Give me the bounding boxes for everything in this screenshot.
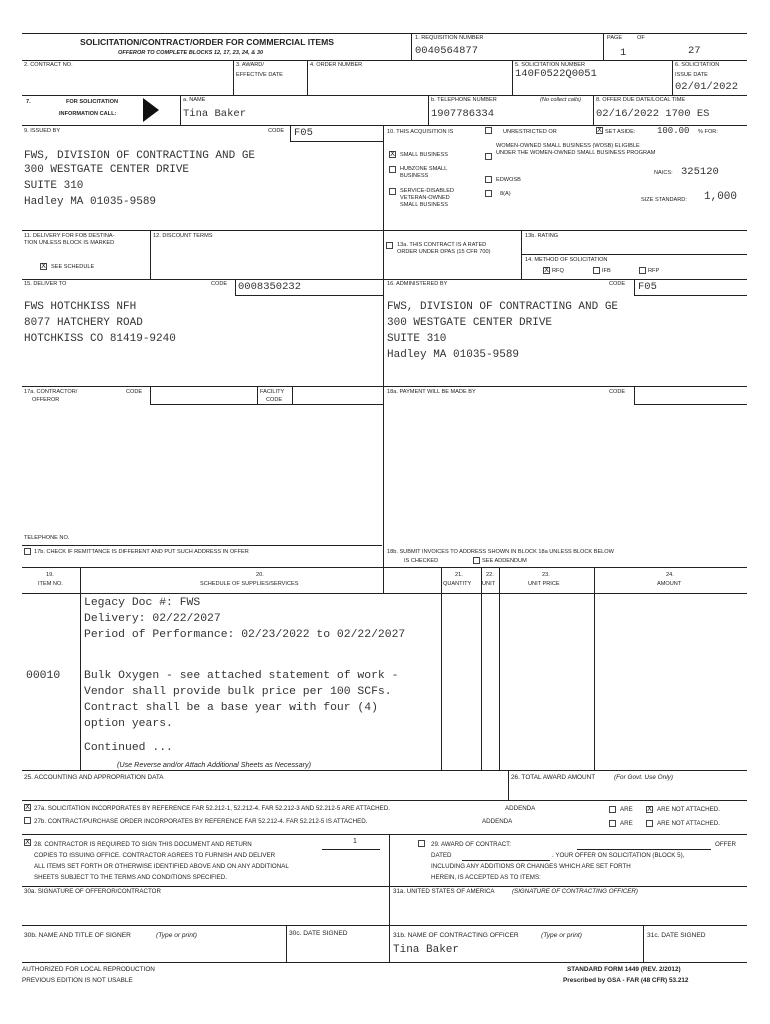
submit-invoices-label: 18b. SUBMIT INVOICES TO ADDRESS SHOWN IN BLOCK 18a UNLESS BLOCK BELOW	[387, 549, 614, 555]
page-number: 1	[620, 47, 627, 59]
col-unit-price-header-2: UNIT PRICE	[528, 581, 560, 587]
issued-by-line: FWS, DIVISION OF CONTRACTING AND GE	[24, 150, 256, 162]
rule	[22, 230, 747, 231]
administered-by-code-label: CODE	[609, 281, 626, 287]
contractor-label: 17a. CONTRACTOR/	[24, 389, 78, 395]
dated-underline	[462, 860, 550, 861]
facility-code-label-2: CODE	[266, 397, 283, 403]
29-offer-label: OFFER	[715, 841, 736, 848]
signer-name-label: 30b. NAME AND TITLE OF SIGNER	[24, 932, 131, 939]
29-text-4: HEREIN, IS ACCEPTED AS TO ITEMS:	[431, 874, 541, 881]
issued-by-code-label: CODE	[268, 128, 285, 134]
rule	[290, 125, 291, 141]
sdvosb-checkbox[interactable]	[389, 188, 396, 195]
col-unit-header: 22.	[486, 572, 494, 578]
col-schedule-header: 20.	[256, 572, 264, 578]
28-text-3: ALL ITEMS SET FORTH OR OTHERWISE IDENTIFIED ABOVE AND ON ANY ADDITIONAL	[34, 863, 289, 870]
27a-checkbox[interactable]: X	[25, 803, 30, 811]
rule	[22, 279, 747, 280]
item-description-line: Contract shall be a base year with four (4)	[84, 702, 378, 714]
small-business-label: SMALL BUSINESS	[400, 152, 448, 158]
col-unit-price-header: 23.	[542, 572, 550, 578]
27a-are-label: ARE	[620, 806, 633, 813]
rule	[22, 567, 747, 568]
payment-code-label: CODE	[609, 389, 626, 395]
27b-are-not-checkbox[interactable]	[646, 820, 653, 827]
form-subtitle: OFFEROR TO COMPLETE BLOCKS 12, 17, 23, 24, & 30	[118, 50, 264, 56]
unrestricted-checkbox[interactable]	[485, 127, 492, 134]
contracting-officer-name-label: 31b. NAME OF CONTRACTING OFFICER	[393, 932, 519, 939]
29-text-3: INCLUDING ANY ADDITIONS OR CHANGES WHICH ARE SET FORTH	[431, 863, 631, 870]
small-business-checkbox[interactable]: X	[390, 150, 395, 158]
rule-top	[22, 33, 747, 34]
item-description-line: Bulk Oxygen - see attached statement of work -	[84, 670, 399, 682]
rfp-checkbox[interactable]	[639, 267, 646, 274]
rule	[603, 33, 604, 60]
set-aside-percent[interactable]: 100.00	[657, 126, 690, 136]
schedule-footer-note: (Use Reverse and/or Attach Additional Sheets as Necessary)	[117, 760, 312, 769]
footer-reproduction-note: AUTHORIZED FOR LOCAL REPRODUCTION	[22, 966, 155, 973]
administered-by-code[interactable]: F05	[638, 281, 657, 293]
submit-invoices-label-2: IS CHECKED	[404, 558, 439, 564]
of-label: OF	[637, 35, 645, 41]
29-award-label: 29. AWARD OF CONTRACT:	[431, 841, 511, 848]
set-aside-label: SET ASIDE:	[605, 129, 636, 135]
contractor-label-2: OFFEROR	[32, 397, 60, 403]
info-call-label: FOR SOLICITATION	[66, 99, 118, 105]
29-checkbox[interactable]	[418, 840, 425, 847]
27b-are-label: ARE	[620, 820, 633, 827]
27a-are-not-label: ARE NOT ATTACHED.	[657, 806, 720, 813]
deliver-to-line: 8077 HATCHERY ROAD	[24, 317, 143, 329]
issue-date[interactable]: 02/01/2022	[675, 81, 739, 93]
total-award-label: 26. TOTAL AWARD AMOUNT	[511, 774, 596, 781]
telephone-label: b. TELEPHONE NUMBER	[431, 97, 497, 103]
col-quantity-header: 21.	[455, 572, 463, 578]
item-description-line: Vendor shall provide bulk price per 100 SCFs.	[84, 686, 392, 698]
rule	[441, 567, 442, 770]
27b-are-not-label: ARE NOT ATTACHED.	[657, 820, 720, 827]
rule	[235, 295, 383, 296]
rule	[521, 254, 747, 255]
rule	[643, 925, 644, 962]
date-signed-31c-label: 31c. DATE SIGNED	[647, 932, 706, 939]
delivery-fob-label: 11. DELIVERY FOR FOB DESTINA-TION UNLESS BLOCK IS MARKED	[24, 233, 115, 246]
footer-form-number: STANDARD FORM 1449 (REV. 2/2012)	[567, 966, 681, 973]
rule	[150, 404, 383, 405]
rule	[22, 770, 747, 771]
naics-code[interactable]: 325120	[681, 166, 719, 178]
set-aside-checkbox[interactable]: X	[597, 126, 602, 134]
administered-by-line: SUITE 310	[387, 333, 447, 345]
rule	[512, 60, 513, 95]
period-of-performance-line: Period of Performance: 02/23/2022 to 02/22/2027	[84, 629, 406, 641]
issued-by-line: SUITE 310	[24, 180, 84, 192]
item-description-line: option years.	[84, 718, 173, 730]
issue-date-label-2: ISSUE DATE	[675, 72, 708, 78]
deliver-to-line: HOTCHKISS CO 81419-9240	[24, 333, 176, 345]
28-text-4: SHEETS SUBJECT TO THE TERMS AND CONDITIONS SPECIFIED.	[34, 874, 227, 881]
see-addendum-checkbox[interactable]	[473, 557, 480, 564]
rule	[593, 95, 594, 125]
deliver-to-code[interactable]: 0008350232	[238, 281, 302, 293]
order-number-label: 4. ORDER NUMBER	[310, 62, 363, 68]
8a-label: 8(A)	[500, 191, 511, 197]
deliver-to-line: FWS HOTCHKISS NFH	[24, 301, 137, 313]
administered-by-label: 16. ADMINISTERED BY	[387, 281, 448, 287]
29-text-2: . YOUR OFFER ON SOLICITATION (BLOCK 5),	[552, 852, 685, 859]
rule	[22, 834, 747, 835]
page-count: 27	[688, 45, 701, 57]
rule	[292, 386, 293, 404]
delivery-line: Delivery: 02/22/2027	[84, 613, 221, 625]
rule	[80, 567, 81, 770]
offer-due-label: 8. OFFER DUE DATE/LOCAL TIME	[596, 97, 686, 103]
solicitation-number-label: 5. SOLICITATION NUMBER	[515, 62, 586, 68]
27a-are-checkbox[interactable]	[609, 806, 616, 813]
rule	[235, 279, 236, 295]
27a-text: 27a. SOLICITATION INCORPORATES BY REFERENCE FAR 52.212-1, 52.212-4. FAR 52.212-3 AND 52.212-5 ARE ATTACHED.	[34, 805, 390, 812]
rule	[22, 386, 747, 387]
see-schedule-label: SEE SCHEDULE	[51, 264, 95, 270]
rule	[389, 834, 390, 962]
rule	[307, 60, 308, 95]
28-text-2: COPIES TO ISSUING OFFICE. CONTRACTOR AGREES TO FURNISH AND DELIVER	[34, 852, 276, 859]
rule	[672, 60, 673, 95]
rule	[428, 95, 429, 125]
deliver-to-label: 15. DELIVER TO	[24, 281, 67, 287]
see-addendum-label: SEE ADDENDUM	[482, 558, 527, 564]
sdvosb-label: SERVICE-DISABLED VETERAN-OWNED SMALL BUSINESS	[400, 188, 454, 208]
contractor-code-label: CODE	[126, 389, 143, 395]
offer-due-date[interactable]: 02/16/2022 1700 ES	[596, 108, 710, 120]
info-call-label-2: INFORMATION CALL:	[59, 111, 117, 117]
rule	[150, 230, 151, 279]
contact-name[interactable]: Tina Baker	[183, 108, 247, 120]
28-text: 28. CONTRACTOR IS REQUIRED TO SIGN THIS DOCUMENT AND RETURN	[34, 841, 252, 848]
rfq-label: RFQ	[552, 268, 564, 274]
award-date-label: 3. AWARD/	[236, 62, 264, 68]
copies-underline	[322, 849, 380, 850]
issued-by-line: Hadley MA 01035-9589	[24, 196, 157, 208]
27a-are-not-checkbox[interactable]: X	[647, 805, 652, 813]
edwosb-checkbox[interactable]	[485, 176, 492, 183]
remittance-label: 17b. CHECK IF REMITTANCE IS DIFFERENT AND PUT SUCH ADDRESS IN OFFER	[34, 549, 249, 555]
facility-code-label: FACILITY	[260, 389, 285, 395]
telephone-number[interactable]: 1907786334	[431, 108, 495, 120]
continued-text: Continued ...	[84, 742, 173, 754]
rule	[22, 925, 747, 926]
award-underline	[577, 849, 711, 850]
method-label: 14. METHOD OF SOLICITATION	[525, 257, 608, 263]
col-amount-header: 24.	[666, 572, 674, 578]
rule	[411, 33, 412, 60]
date-signed-30c-label: 30c. DATE SIGNED	[289, 930, 348, 937]
rule	[22, 962, 747, 963]
item-number: 00010	[26, 670, 61, 682]
col-quantity-header-2: QUANTITY	[443, 581, 472, 587]
edwosb-label: EDWOSB	[496, 177, 521, 183]
ifb-checkbox[interactable]	[593, 267, 600, 274]
rule	[499, 567, 500, 770]
rule	[22, 95, 747, 96]
block-7-number: 7.	[26, 99, 31, 105]
col-unit-header-2: UNIT	[482, 581, 496, 587]
unrestricted-label: UNRESTRICTED OR	[503, 129, 557, 135]
rule	[180, 95, 181, 125]
issued-by-code[interactable]: F05	[294, 127, 313, 139]
rating-label: 13b. RATING	[525, 233, 559, 239]
payment-label: 18a. PAYMENT WILL BE MADE BY	[387, 389, 476, 395]
remittance-checkbox[interactable]	[24, 548, 31, 555]
27a-addenda-label: ADDENDA	[505, 805, 536, 812]
requisition-number[interactable]: 0040564877	[415, 45, 479, 57]
rule	[634, 404, 747, 405]
wosb-checkbox[interactable]	[485, 153, 492, 160]
accounting-label: 25. ACCOUNTING AND APPROPRIATION DATA	[24, 774, 164, 781]
signature-30a-label: 30a. SIGNATURE OF OFFEROR/CONTRACTOR	[24, 888, 161, 895]
rated-order-checkbox[interactable]	[386, 242, 393, 249]
rule	[286, 925, 287, 962]
rule	[22, 886, 747, 887]
rule	[634, 279, 635, 295]
wosb-label: WOMEN-OWNED SMALL BUSINESS (WOSB) ELIGIBLE UNDER THE WOMEN-OWNED SMALL BUSINESS PROGRAM	[496, 143, 656, 156]
27b-text: 27b. CONTRACT/PURCHASE ORDER INCORPORATES BY REFERENCE FAR 52.212-4. FAR 52.212-5 IS ATTACHED.	[34, 818, 368, 825]
arrow-right-icon	[143, 98, 159, 122]
size-standard[interactable]: 1,000	[704, 191, 738, 203]
rule	[383, 125, 384, 593]
issued-by-line: 300 WESTGATE CENTER DRIVE	[24, 164, 190, 176]
footer-prescribed-by: Prescribed by GSA - FAR (48 CFR) 53.212	[563, 977, 689, 984]
rule	[22, 800, 747, 801]
signer-name-note: (Type or print)	[156, 932, 197, 939]
footer-edition-note: PREVIOUS EDITION IS NOT USABLE	[22, 977, 133, 984]
no-collect-calls-label: (No collect calls)	[540, 97, 582, 103]
27b-checkbox[interactable]	[24, 817, 31, 824]
col-item-no-header-2: ITEM NO.	[38, 581, 63, 587]
rule	[22, 545, 382, 546]
administered-by-line: Hadley MA 01035-9589	[387, 349, 520, 361]
hubzone-checkbox[interactable]	[389, 166, 396, 173]
size-standard-label: SIZE STANDARD:	[641, 197, 687, 203]
rule	[233, 60, 234, 95]
rule	[634, 295, 747, 296]
discount-terms-label: 12. DISCOUNT TERMS	[153, 233, 213, 239]
telephone-no-label: TELEPHONE NO.	[24, 535, 70, 541]
signature-31a-note: (SIGNATURE OF CONTRACTING OFFICER)	[512, 888, 638, 895]
acquisition-label: 10. THIS ACQUISITION IS	[387, 129, 454, 135]
rule	[481, 567, 482, 770]
rule	[634, 386, 635, 404]
rule	[22, 60, 747, 61]
27b-are-checkbox[interactable]	[609, 820, 616, 827]
rule	[508, 770, 509, 800]
col-item-no-header: 19.	[46, 572, 54, 578]
total-award-note: (For Govt. Use Only)	[614, 774, 673, 781]
rule	[290, 141, 383, 142]
award-date-label-2: EFFECTIVE DATE	[236, 72, 283, 78]
copies-count[interactable]: 1	[353, 838, 357, 845]
rule	[150, 386, 151, 404]
col-schedule-header-2: SCHEDULE OF SUPPLIES/SERVICES	[200, 581, 299, 587]
rule	[594, 567, 595, 770]
rule	[22, 125, 747, 126]
28-checkbox[interactable]: X	[25, 838, 30, 846]
legacy-doc-line: Legacy Doc #: FWS	[84, 597, 201, 609]
rfp-label: RFP	[648, 268, 660, 274]
rule	[22, 593, 747, 594]
deliver-to-code-label: CODE	[211, 281, 228, 287]
signature-31a-label: 31a. UNITED STATES OF AMERICA	[393, 888, 495, 895]
see-schedule-checkbox[interactable]: X	[41, 262, 46, 270]
contact-name-label: a. NAME	[183, 97, 206, 103]
administered-by-line: 300 WESTGATE CENTER DRIVE	[387, 317, 553, 329]
27b-addenda-label: ADDENDA	[482, 818, 513, 825]
contracting-officer-name-note: (Type or print)	[541, 932, 582, 939]
administered-by-line: FWS, DIVISION OF CONTRACTING AND GE	[387, 301, 619, 313]
ifb-label: IFB	[602, 268, 611, 274]
page-label: PAGE	[607, 35, 623, 41]
issue-date-label: 6. SOLICITATION	[675, 62, 720, 68]
naics-label: NAICS:	[654, 170, 673, 176]
rfq-checkbox[interactable]: X	[544, 266, 549, 274]
29-dated-label: DATED	[431, 852, 452, 859]
contract-no-label: 2. CONTRACT NO.	[24, 62, 73, 68]
issued-by-label: 9. ISSUED BY	[24, 128, 61, 134]
requisition-number-label: 1. REQUISITION NUMBER	[415, 35, 484, 41]
hubzone-label: HUBZONE SMALL BUSINESS	[400, 166, 448, 179]
contracting-officer-name[interactable]: Tina Baker	[393, 944, 460, 956]
form-title: SOLICITATION/CONTRACT/ORDER FOR COMMERCIAL ITEMS	[80, 37, 334, 47]
percent-for-label: % FOR:	[698, 129, 718, 135]
col-amount-header-2: AMOUNT	[657, 581, 682, 587]
8a-checkbox[interactable]	[485, 190, 492, 197]
rated-order-label: 13a. THIS CONTRACT IS A RATED ORDER UNDER DPAS (15 CFR 700)	[397, 242, 491, 255]
solicitation-number[interactable]: 140F0522Q0051	[515, 68, 597, 80]
rule	[257, 386, 258, 404]
